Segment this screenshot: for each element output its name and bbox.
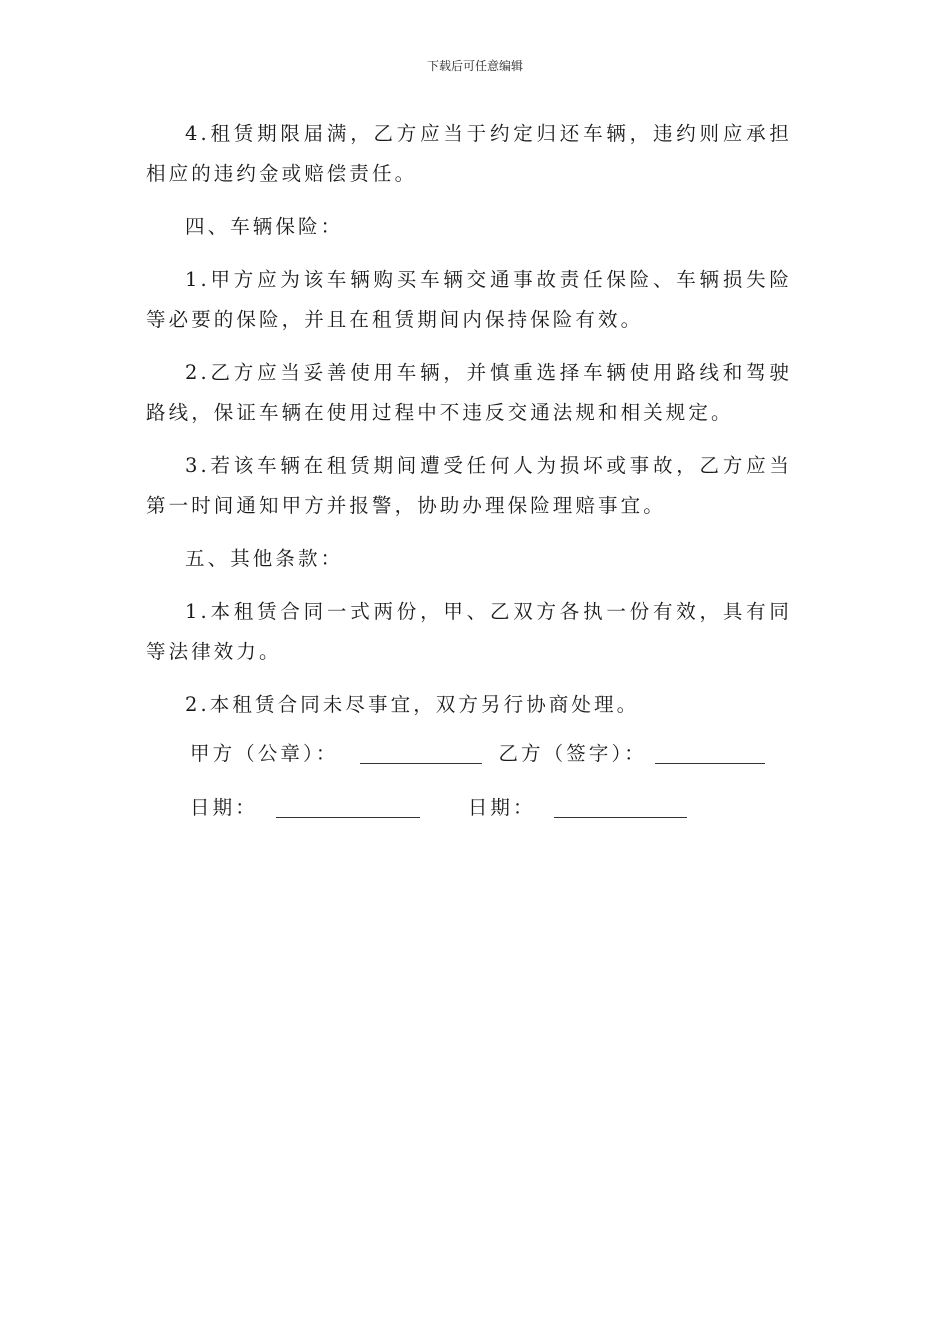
date-a-line[interactable] xyxy=(276,795,420,818)
date-row xyxy=(190,792,687,820)
clause-4-1: 1.甲方应为该车辆购买车辆交通事故责任保险、车辆损失险等必要的保险，并且在租赁期间内保持保险有效。 xyxy=(146,268,792,331)
party-a-signature-line[interactable] xyxy=(360,741,482,764)
date-a-label: 日期： xyxy=(190,796,258,819)
party-b-label: 乙方（签字）： xyxy=(498,742,647,765)
section-heading-5: 五、其他条款： xyxy=(185,547,344,570)
party-a-label: 甲方（公章）： xyxy=(190,742,339,765)
party-b-signature-line[interactable] xyxy=(655,741,765,764)
clause-5-1: 1.本租赁合同一式两份，甲、乙双方各执一份有效，具有同等法律效力。 xyxy=(146,600,792,663)
clause-3-4: 4.租赁期限届满，乙方应当于约定归还车辆，违约则应承担相应的违约金或赔偿责任。 xyxy=(146,122,792,185)
clause-4-3: 3.若该车辆在租赁期间遭受任何人为损坏或事故，乙方应当第一时间通知甲方并报警，协助办理保险理赔事宜。 xyxy=(146,454,792,517)
clause-5-2: 2.本租赁合同未尽事宜，双方另行协商处理。 xyxy=(185,693,640,716)
date-b-line[interactable] xyxy=(554,795,687,818)
date-b-label: 日期： xyxy=(467,796,536,819)
document-body xyxy=(146,114,792,738)
page-header: 下载后可任意编辑 xyxy=(426,59,523,73)
signature-row xyxy=(190,738,765,766)
clause-4-2: 2.乙方应当妥善使用车辆，并慎重选择车辆使用路线和驾驶路线，保证车辆在使用过程中不违反交通法规和相关规定。 xyxy=(146,361,792,424)
section-heading-4: 四、车辆保险： xyxy=(185,215,344,238)
